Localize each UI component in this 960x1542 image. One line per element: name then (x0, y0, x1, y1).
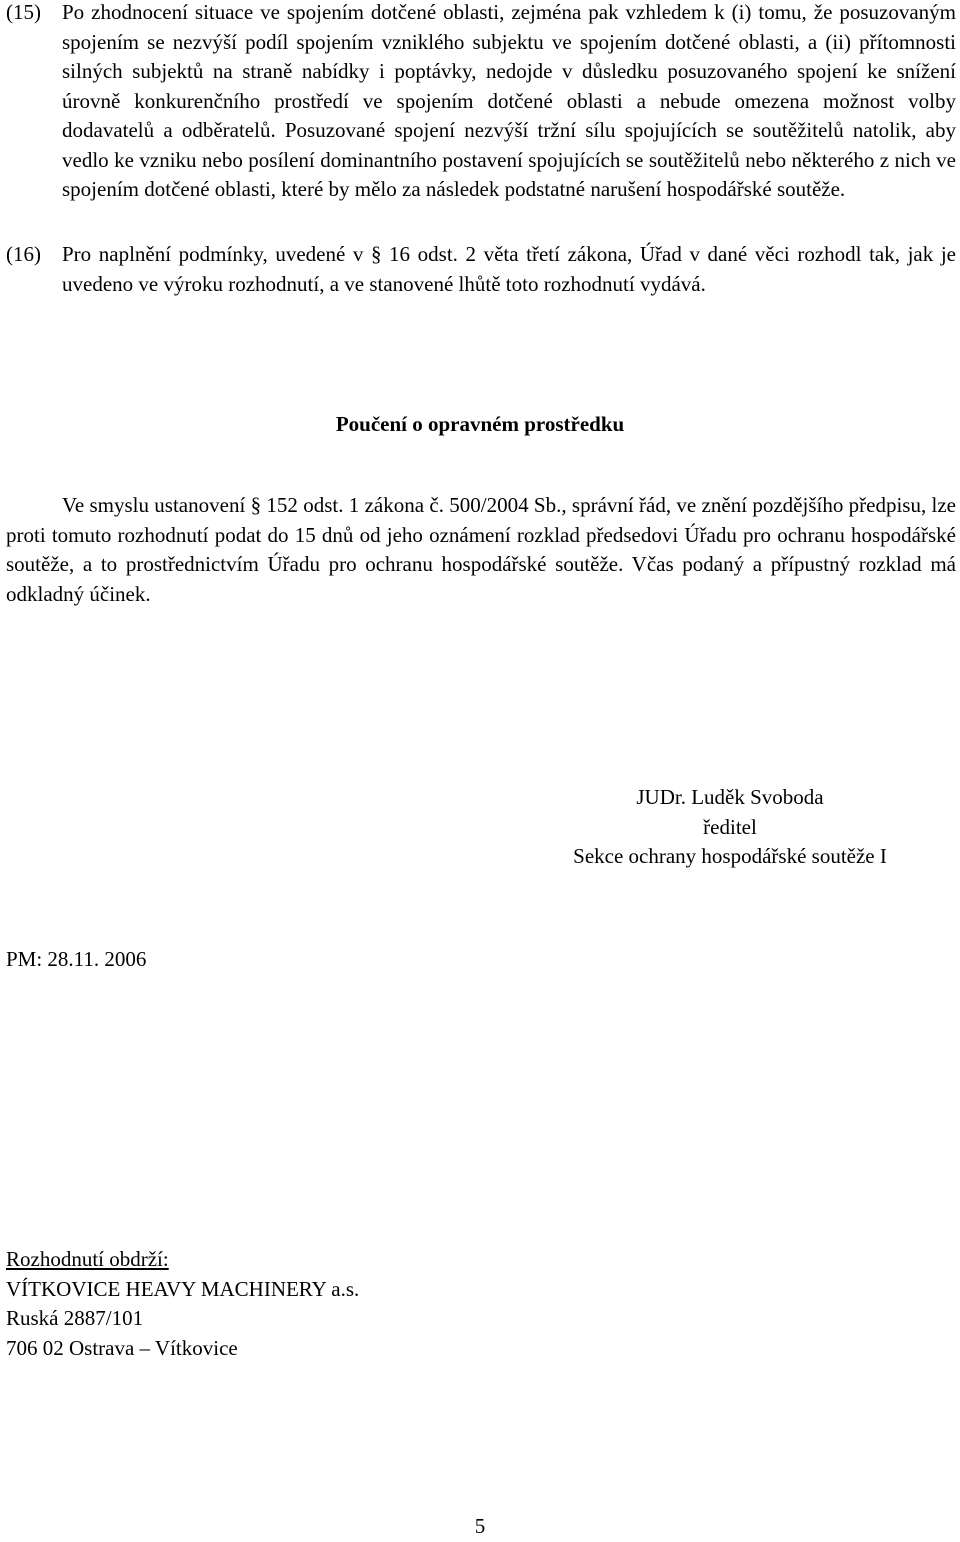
paragraph-number: (16) (6, 242, 41, 266)
recipient-company: VÍTKOVICE HEAVY MACHINERY a.s. (6, 1276, 360, 1301)
paragraph-15 (6, 0, 956, 205)
paragraph-number: (15) (6, 0, 41, 24)
pm-date: PM: 28.11. 2006 (6, 947, 147, 971)
recipient-street: Ruská 2887/101 (6, 1306, 144, 1330)
recipients-block (6, 1245, 359, 1363)
recipients-title: Rozhodnutí obdrží: (6, 1247, 169, 1271)
instruction-text: Ve smyslu ustanovení § 152 odst. 1 zákona č. 500/2004 Sb., správní řád, ve znění pozdějšího předpisu, lze proti tomuto rozhodnutí podat do 15 dnů od jeho oznámení rozklad předsedovi Úřadu pro ochranu hospodářské soutěže, a to prostřednictvím Úřadu pro ochranu hospodářské soutěže. Včas podaný a přípustný rozklad má odkladný účinek. (6, 493, 956, 606)
signatory-section: Sekce ochrany hospodářské soutěže I (573, 844, 887, 868)
recipient-city: 706 02 Ostrava – Vítkovice (6, 1335, 238, 1360)
paragraph-text: Po zhodnocení situace ve spojením dotčené oblasti, zejména pak vzhledem k (i) tomu, že posuzovaným spojením se nezvýší podíl spojením vzniklého subjektu ve spojením dotčené oblasti, a (ii) přítomnosti silných subjektů na straně nabídky i poptávky, nedojde v důsledku posuzovaného spojení ke snížení úrovně konkurenčního prostředí ve spojením dotčené oblasti a nebude omezena možnost volby dodavatelů a odběratelů. Posuzované spojení nezvýší tržní sílu spojujících se soutěžitelů natolik, aby vedlo ke vzniku nebo posílení dominantního postavení spojujících se soutěžitelů nebo některého z nich ve spojením dotčené oblasti, které by mělo za následek podstatné narušení hospodářské soutěže. (62, 0, 956, 201)
signature-block (520, 783, 940, 872)
signatory-name: JUDr. Luděk Svoboda (636, 785, 824, 809)
signatory-title: ředitel (703, 814, 757, 839)
instruction-heading: Poučení o opravném prostředku (335, 412, 625, 436)
page-number: 5 (474, 1514, 486, 1538)
paragraph-text: Pro naplnění podmínky, uvedené v § 16 odst. 2 věta třetí zákona, Úřad v dané věci rozhodl tak, jak je uvedeno ve výroku rozhodnutí, a ve stanovené lhůtě toto rozhodnutí vydává. (62, 242, 956, 296)
paragraph-16 (6, 240, 956, 299)
